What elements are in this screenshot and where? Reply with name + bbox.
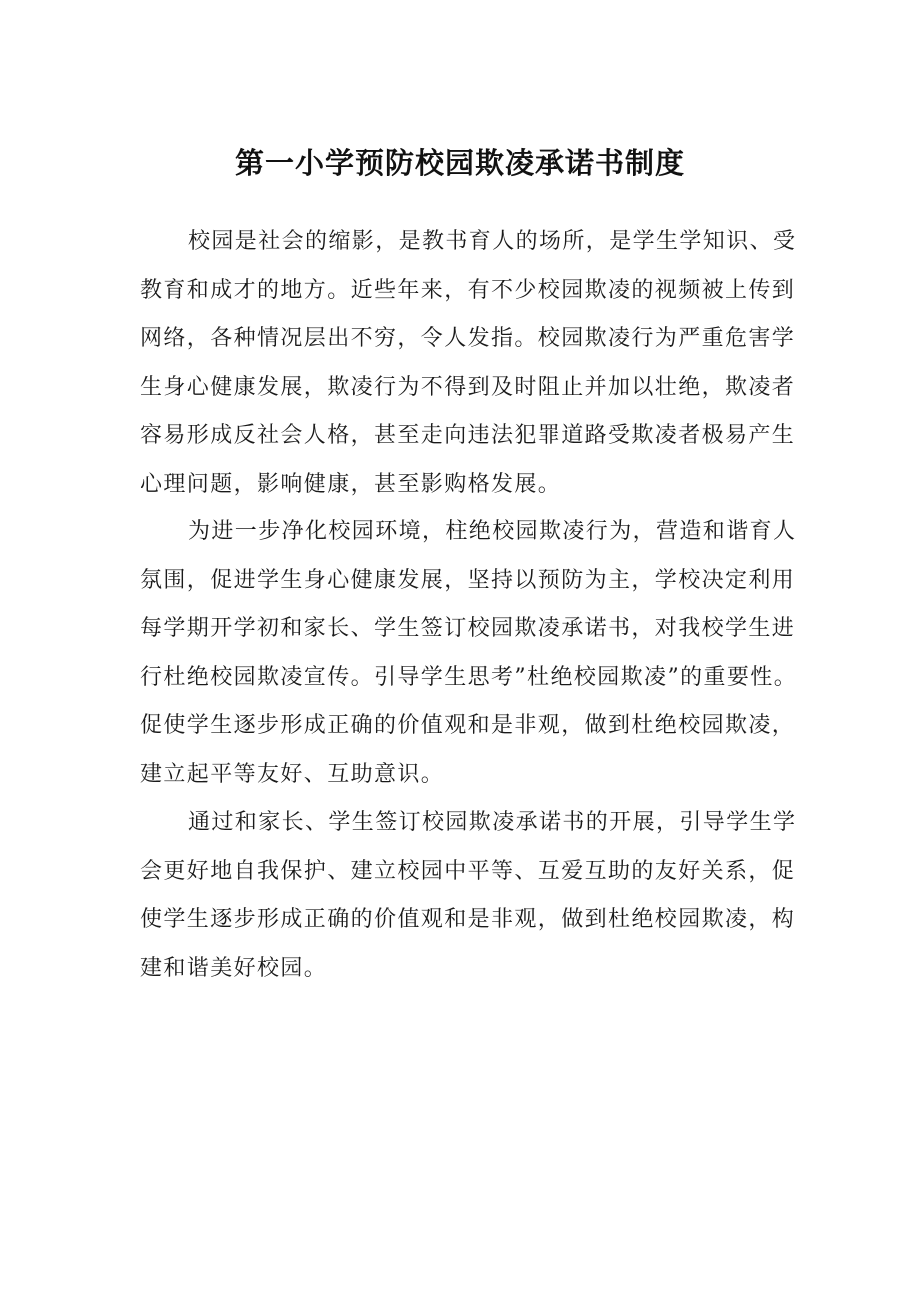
paragraph-line: 校园是社会的缩影，是教书育人的场所，是学生学知识、受 xyxy=(188,229,797,254)
paragraph-line: 容易形成反社会人格，甚至走向违法犯罪道路受欺凌者极易产生 xyxy=(140,423,796,449)
paragraph-line: 生身心健康发展，欺凌行为不得到及时阻止并加以壮绝，欺凌者 xyxy=(140,374,796,400)
paragraph-line: 为进一步净化校园环境，柱绝校园欺凌行为，营造和谐育人 xyxy=(188,519,797,544)
paragraph-line: 建和谐美好校园。 xyxy=(140,955,328,981)
paragraph-2 xyxy=(140,508,798,800)
paragraph-line: 使学生逐步形成正确的价值观和是非观，做到杜绝校园欺凌，构 xyxy=(140,907,796,933)
paragraph-line: 建立起平等友好、互助意识。 xyxy=(140,761,445,787)
paragraph-line: 促使学生逐步形成正确的价值观和是非观，做到杜绝校园欺凌， xyxy=(140,713,796,739)
paragraph-line: 会更好地自我保护、建立校园中平等、互爱互助的友好关系，促 xyxy=(140,858,796,884)
document-title: 第一小学预防校园欺凌承诺书制度 xyxy=(234,146,685,180)
paragraph-line: 行杜绝校园欺凌宣传。引导学生思考”杜绝校园欺凌”的重要性。 xyxy=(140,664,798,690)
paragraph-line: 心理问题，影响健康，甚至影购格发展。 xyxy=(140,471,562,497)
paragraph-1 xyxy=(140,218,797,510)
paragraph-3 xyxy=(140,799,797,993)
paragraph-line: 每学期开学初和家长、学生签订校园欺凌承诺书，对我校学生进 xyxy=(140,616,796,642)
paragraph-line: 教育和成才的地方。近些年来，有不少校园欺凌的视频被上传到 xyxy=(140,277,796,303)
paragraph-line: 通过和家长、学生签订校园欺凌承诺书的开展，引导学生学 xyxy=(188,810,797,835)
paragraph-line: 网络，各种情况层出不穷，令人发指。校园欺凌行为严重危害学 xyxy=(140,326,796,352)
paragraph-line: 氛围，促进学生身心健康发展，坚持以预防为主，学校决定利用 xyxy=(140,567,796,593)
